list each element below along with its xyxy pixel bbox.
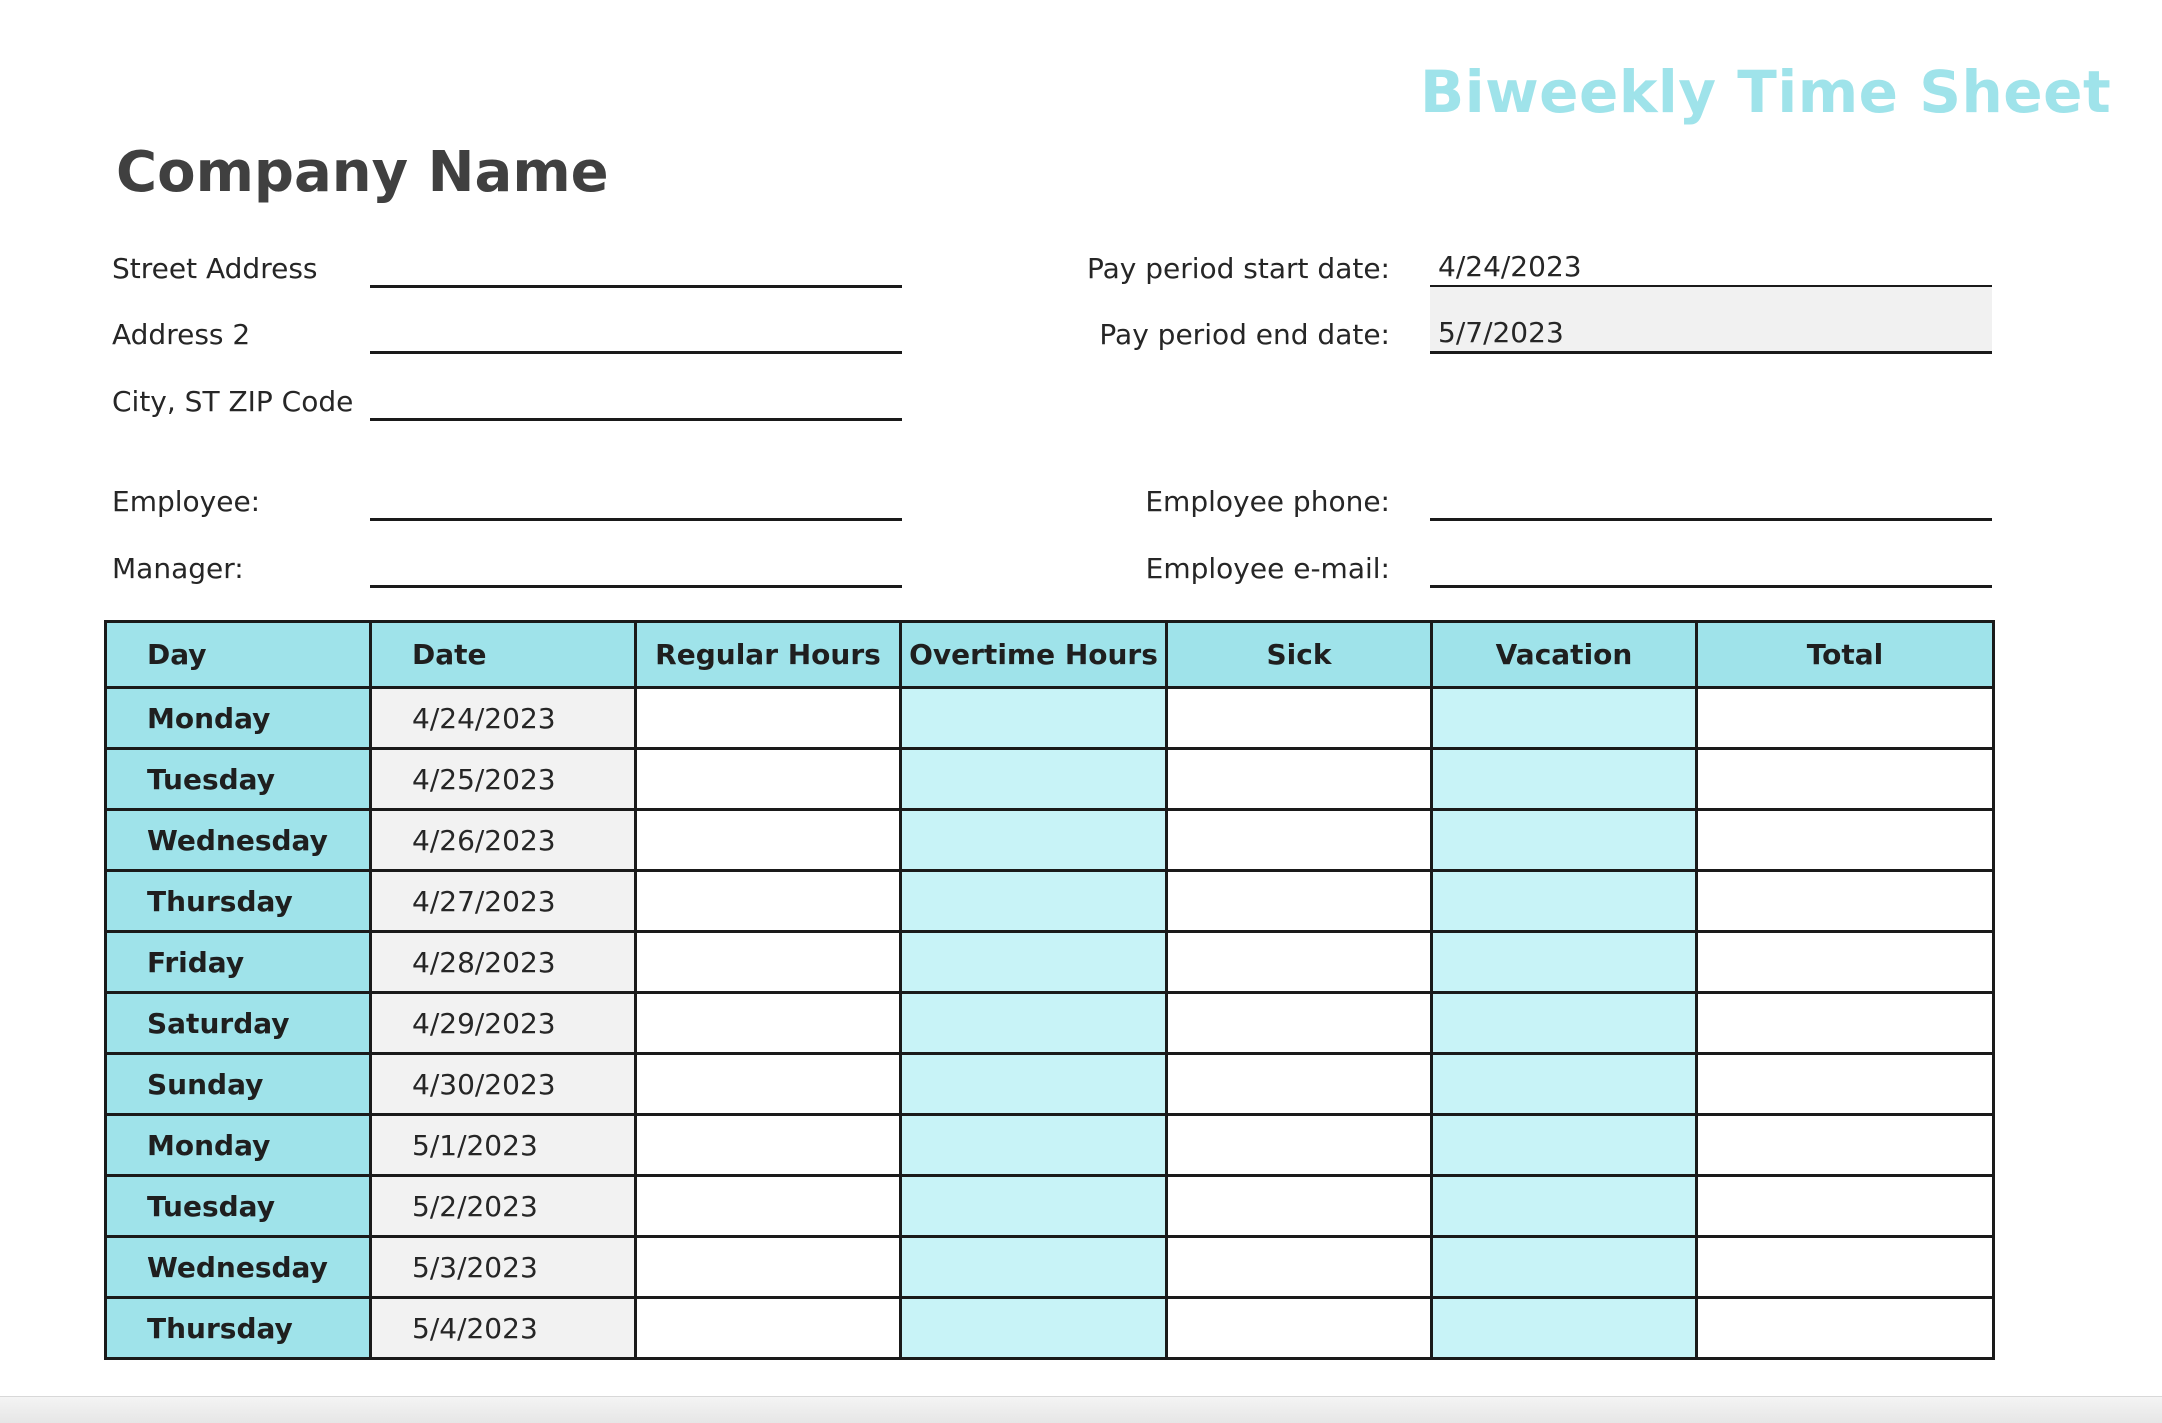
total-cell[interactable] <box>1697 1237 1994 1298</box>
table-row <box>106 1054 1994 1115</box>
sick-cell[interactable] <box>1167 1176 1432 1237</box>
overtime-hours-cell[interactable] <box>901 810 1167 871</box>
regular-hours-cell[interactable] <box>636 749 901 810</box>
total-cell[interactable] <box>1697 932 1994 993</box>
table-row <box>106 688 1994 749</box>
overtime-hours-cell[interactable] <box>901 1054 1167 1115</box>
total-cell[interactable] <box>1697 749 1994 810</box>
regular-hours-cell[interactable] <box>636 1237 901 1298</box>
table-header-row <box>106 622 1994 688</box>
day-cell[interactable]: Sunday <box>106 1054 371 1115</box>
vacation-cell[interactable] <box>1432 1115 1697 1176</box>
date-cell[interactable]: 4/28/2023 <box>371 932 636 993</box>
date-cell[interactable]: 4/24/2023 <box>371 688 636 749</box>
date-cell[interactable]: 5/4/2023 <box>371 1298 636 1359</box>
total-cell[interactable] <box>1697 871 1994 932</box>
pay-period-end-field[interactable]: 5/7/2023 <box>1430 287 1992 354</box>
employee-phone-field[interactable] <box>1430 479 1992 521</box>
table-row <box>106 871 1994 932</box>
day-cell[interactable]: Saturday <box>106 993 371 1054</box>
overtime-hours-cell[interactable] <box>901 749 1167 810</box>
city-state-zip-label: City, ST ZIP Code <box>112 385 354 418</box>
total-cell[interactable] <box>1697 1054 1994 1115</box>
sick-cell[interactable] <box>1167 688 1432 749</box>
overtime-hours-cell[interactable] <box>901 871 1167 932</box>
overtime-hours-cell[interactable] <box>901 1176 1167 1237</box>
day-cell[interactable]: Wednesday <box>106 1237 371 1298</box>
regular-hours-cell[interactable] <box>636 688 901 749</box>
table-row <box>106 993 1994 1054</box>
pay-period-start-field[interactable]: 4/24/2023 <box>1430 246 1992 288</box>
regular-hours-cell[interactable] <box>636 1054 901 1115</box>
vacation-cell[interactable] <box>1432 1176 1697 1237</box>
header-day[interactable]: Day <box>106 622 371 688</box>
sick-cell[interactable] <box>1167 1298 1432 1359</box>
total-cell[interactable] <box>1697 1115 1994 1176</box>
vacation-cell[interactable] <box>1432 932 1697 993</box>
employee-phone-label: Employee phone: <box>1145 485 1390 518</box>
date-cell[interactable]: 4/27/2023 <box>371 871 636 932</box>
street-address-label: Street Address <box>112 252 318 285</box>
sick-cell[interactable] <box>1167 1237 1432 1298</box>
total-cell[interactable] <box>1697 993 1994 1054</box>
city-state-zip-field[interactable] <box>370 379 902 421</box>
employee-email-label: Employee e-mail: <box>1145 552 1390 585</box>
day-cell[interactable]: Friday <box>106 932 371 993</box>
overtime-hours-cell[interactable] <box>901 688 1167 749</box>
date-cell[interactable]: 5/3/2023 <box>371 1237 636 1298</box>
total-cell[interactable] <box>1697 1176 1994 1237</box>
regular-hours-cell[interactable] <box>636 932 901 993</box>
address2-field[interactable] <box>370 312 902 354</box>
regular-hours-cell[interactable] <box>636 810 901 871</box>
table-row <box>106 1115 1994 1176</box>
vacation-cell[interactable] <box>1432 1298 1697 1359</box>
day-cell[interactable]: Monday <box>106 1115 371 1176</box>
date-cell[interactable]: 5/1/2023 <box>371 1115 636 1176</box>
sick-cell[interactable] <box>1167 871 1432 932</box>
date-cell[interactable]: 4/29/2023 <box>371 993 636 1054</box>
day-cell[interactable]: Tuesday <box>106 749 371 810</box>
regular-hours-cell[interactable] <box>636 993 901 1054</box>
vacation-cell[interactable] <box>1432 810 1697 871</box>
header-total[interactable]: Total <box>1697 622 1994 688</box>
date-cell[interactable]: 4/25/2023 <box>371 749 636 810</box>
date-cell[interactable]: 4/30/2023 <box>371 1054 636 1115</box>
day-cell[interactable]: Tuesday <box>106 1176 371 1237</box>
pay-period-start-label: Pay period start date: <box>1086 252 1390 285</box>
company-name[interactable]: Company Name <box>116 140 609 205</box>
date-cell[interactable]: 5/2/2023 <box>371 1176 636 1237</box>
vacation-cell[interactable] <box>1432 688 1697 749</box>
day-cell[interactable]: Thursday <box>106 1298 371 1359</box>
vacation-cell[interactable] <box>1432 749 1697 810</box>
header-overtime-hours[interactable]: Overtime Hours <box>901 622 1167 688</box>
vacation-cell[interactable] <box>1432 1237 1697 1298</box>
overtime-hours-cell[interactable] <box>901 1237 1167 1298</box>
overtime-hours-cell[interactable] <box>901 932 1167 993</box>
sick-cell[interactable] <box>1167 993 1432 1054</box>
day-cell[interactable]: Wednesday <box>106 810 371 871</box>
regular-hours-cell[interactable] <box>636 1115 901 1176</box>
table-row <box>106 932 1994 993</box>
regular-hours-cell[interactable] <box>636 1176 901 1237</box>
table-row <box>106 749 1994 810</box>
header-vacation[interactable]: Vacation <box>1432 622 1697 688</box>
address2-label: Address 2 <box>112 318 251 351</box>
manager-field[interactable] <box>370 546 902 588</box>
manager-label: Manager: <box>112 552 244 585</box>
street-address-field[interactable] <box>370 246 902 288</box>
sick-cell[interactable] <box>1167 1054 1432 1115</box>
vacation-cell[interactable] <box>1432 1054 1697 1115</box>
pay-period-end-label: Pay period end date: <box>1099 318 1390 351</box>
table-row <box>106 810 1994 871</box>
employee-email-field[interactable] <box>1430 546 1992 588</box>
sick-cell[interactable] <box>1167 810 1432 871</box>
employee-label: Employee: <box>112 485 261 518</box>
total-cell[interactable] <box>1697 688 1994 749</box>
window-bottom-edge <box>0 1396 2162 1423</box>
date-cell[interactable]: 4/26/2023 <box>371 810 636 871</box>
table-row <box>106 1237 1994 1298</box>
regular-hours-cell[interactable] <box>636 1298 901 1359</box>
table-row <box>106 1176 1994 1237</box>
table-body <box>106 688 1994 1359</box>
sick-cell[interactable] <box>1167 749 1432 810</box>
sick-cell[interactable] <box>1167 1115 1432 1176</box>
day-cell[interactable]: Monday <box>106 688 371 749</box>
day-cell[interactable]: Thursday <box>106 871 371 932</box>
overtime-hours-cell[interactable] <box>901 1298 1167 1359</box>
sheet-title: Biweekly Time Sheet <box>1420 58 2112 126</box>
overtime-hours-cell[interactable] <box>901 1115 1167 1176</box>
vacation-cell[interactable] <box>1432 993 1697 1054</box>
total-cell[interactable] <box>1697 810 1994 871</box>
sick-cell[interactable] <box>1167 932 1432 993</box>
vacation-cell[interactable] <box>1432 871 1697 932</box>
header-sick[interactable]: Sick <box>1167 622 1432 688</box>
header-regular-hours[interactable]: Regular Hours <box>636 622 901 688</box>
timesheet-table <box>104 620 1995 1360</box>
total-cell[interactable] <box>1697 1298 1994 1359</box>
regular-hours-cell[interactable] <box>636 871 901 932</box>
table-row <box>106 1298 1994 1359</box>
employee-field[interactable] <box>370 479 902 521</box>
header-date[interactable]: Date <box>371 622 636 688</box>
overtime-hours-cell[interactable] <box>901 993 1167 1054</box>
